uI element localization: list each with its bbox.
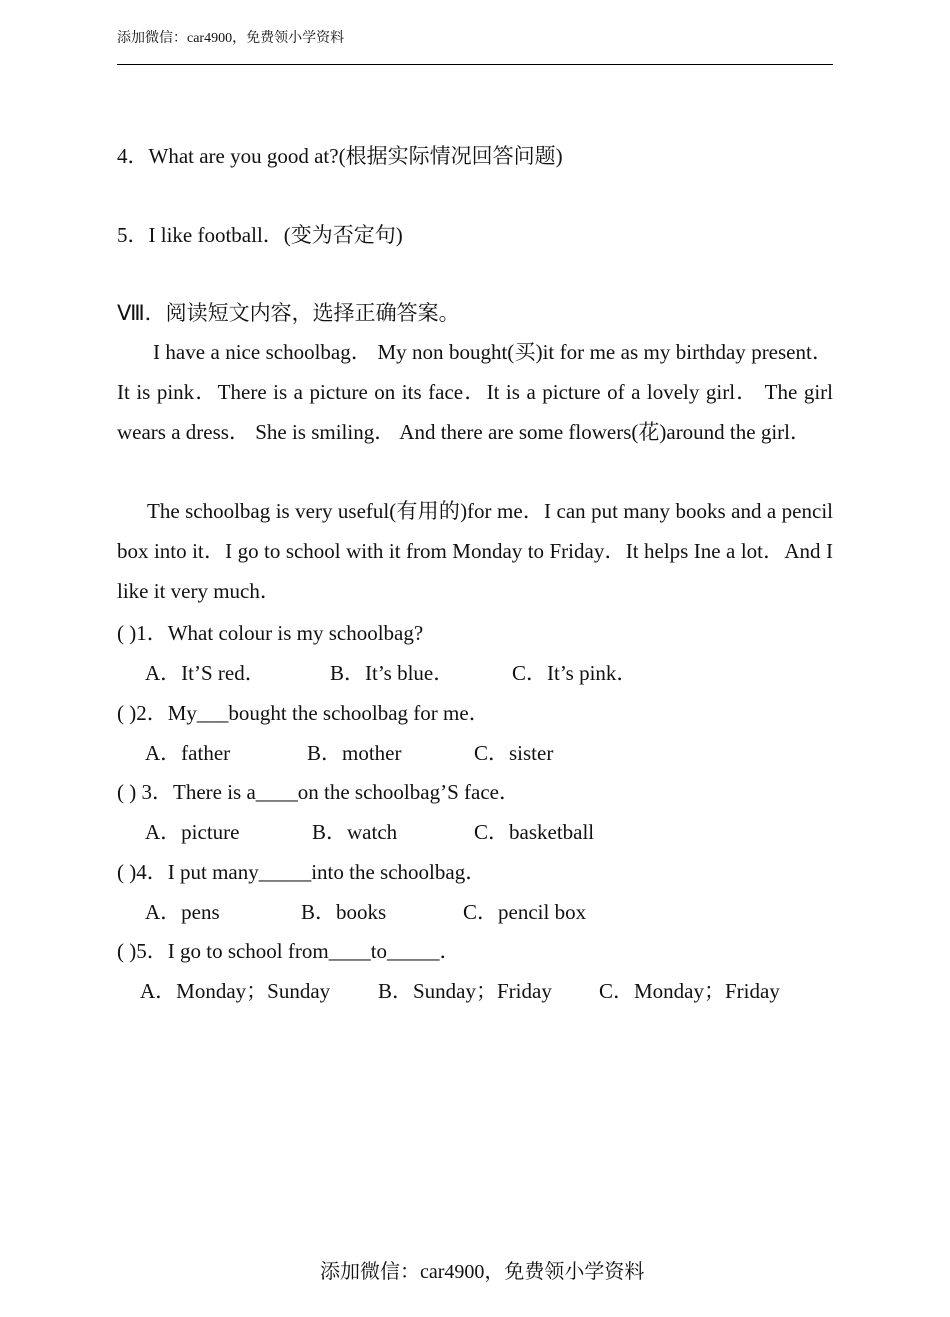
mc-4-option-a: A．pens xyxy=(145,900,220,924)
mc-5-option-a: A．Monday；Sunday xyxy=(140,979,331,1003)
mc-4-option-c: C．pencil box xyxy=(463,900,587,924)
mc-question-4: ( )4．I put many_____into the schoolbag． xyxy=(117,860,487,884)
mc-3-option-a: A．picture xyxy=(145,820,240,844)
mc-question-1: ( )1．What colour is my schoolbag? xyxy=(117,621,424,645)
mc-1-option-a: A．It’S red． xyxy=(145,661,266,685)
mc-5-option-b: B．Sunday；Friday xyxy=(378,979,552,1003)
page-footer-note: 添加微信：car4900，免费领小学资料 xyxy=(320,1261,645,1283)
mc-question-5: ( )5．I go to school from____to_____． xyxy=(117,939,461,963)
page-header-note: 添加微信：car4900，免费领小学资料 xyxy=(117,31,345,46)
mc-3-option-c: C．basketball xyxy=(474,820,595,844)
passage-paragraph-1: I have a nice schoolbag． My non bought(买)it for me as my birthday present．It is pink．There is a picture on its face．It is a picture of a lovely girl． The girl wears a dress． She is smiling． And there are some flowers(花)around the girl． xyxy=(117,340,833,444)
mc-4-option-b: B．books xyxy=(301,900,387,924)
question-5: 5．I like football．(变为否定句) xyxy=(117,223,403,247)
mc-1-option-c: C．It’s pink． xyxy=(512,661,638,685)
mc-question-3: ( ) 3．There is a____on the schoolbag’S face． xyxy=(117,780,520,804)
mc-3-option-b: B．watch xyxy=(312,820,398,844)
mc-2-option-c: C．sister xyxy=(474,741,554,765)
mc-2-option-b: B．mother xyxy=(307,741,402,765)
mc-2-option-a: A．father xyxy=(145,741,231,765)
passage-paragraph-2: The schoolbag is very useful(有用的)for me．I can put many books and a pencil box into it．I go to school with it from Monday to Friday．It helps Ine a lot．And I like it very much． xyxy=(117,499,833,603)
mc-1-option-b: B．It’s blue． xyxy=(330,661,455,685)
question-4: 4．What are you good at?(根据实际情况回答问题) xyxy=(117,144,563,168)
header-divider xyxy=(117,64,833,65)
mc-5-option-c: C．Monday；Friday xyxy=(599,979,780,1003)
section-title: Ⅷ．阅读短文内容，选择正确答案。 xyxy=(117,301,460,325)
mc-question-2: ( )2．My___bought the schoolbag for me． xyxy=(117,701,490,725)
